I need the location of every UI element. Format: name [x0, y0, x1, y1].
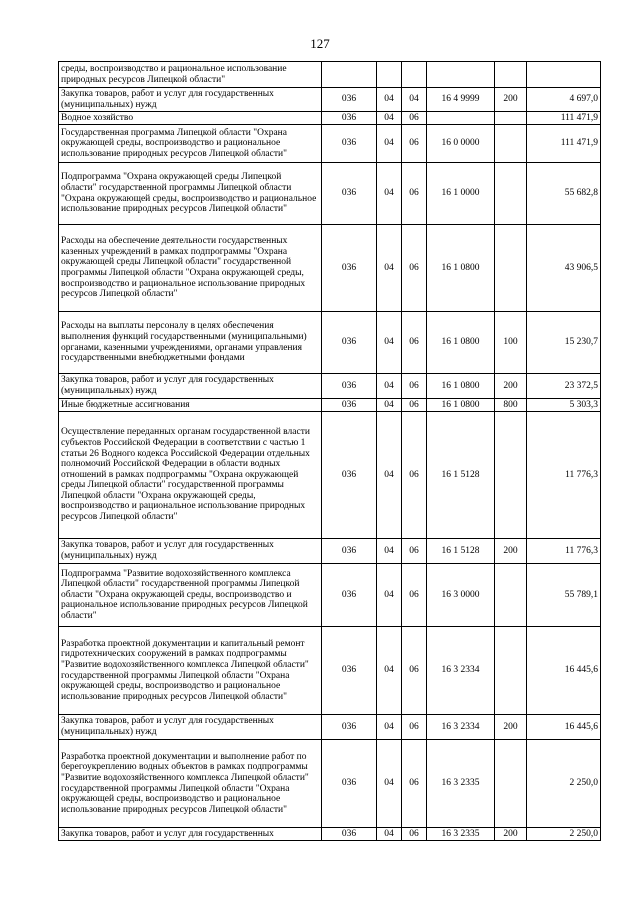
row-sum: 11 776,3 — [527, 539, 601, 564]
row-sum: 16 445,6 — [527, 715, 601, 740]
row-sum: 4 697,0 — [527, 88, 601, 112]
row-name: Подпрограмма "Охрана окружающей среды Липецкой области" государственной программы Липецкой области "Охрана окружающей среды, воспроизводство и рациональное использование природных ресурсов Липецкой области" — [59, 163, 322, 225]
row-target-article: 16 1 0000 — [427, 163, 495, 225]
row-grbs: 036 — [322, 828, 377, 841]
row-grbs: 036 — [322, 312, 377, 374]
row-razdel: 04 — [377, 828, 402, 841]
row-razdel: 04 — [377, 412, 402, 539]
row-grbs — [322, 62, 377, 88]
row-razdel: 04 — [377, 399, 402, 412]
row-razdel: 04 — [377, 715, 402, 740]
row-razdel: 04 — [377, 740, 402, 828]
row-sum: 111 471,9 — [527, 112, 601, 125]
row-grbs: 036 — [322, 539, 377, 564]
row-name: Закупка товаров, работ и услуг для государственных (муниципальных) нужд — [59, 715, 322, 740]
row-grbs: 036 — [322, 163, 377, 225]
row-target-article: 16 3 2335 — [427, 740, 495, 828]
row-sum: 16 445,6 — [527, 627, 601, 715]
row-podrazdel: 06 — [402, 312, 427, 374]
row-name: среды, воспроизводство и рациональное использование природных ресурсов Липецкой области" — [59, 62, 322, 88]
row-expense-type: 200 — [495, 374, 527, 399]
row-podrazdel: 06 — [402, 740, 427, 828]
row-grbs: 036 — [322, 374, 377, 399]
row-grbs: 036 — [322, 627, 377, 715]
row-podrazdel — [402, 62, 427, 88]
row-name: Разработка проектной документации и выполнение работ по берегоукреплению водных объектов в рамках подпрограммы "Развитие водохозяйственного комплекса Липецкой области" государственной программы Липецкой области "Охрана окружающей среды, воспроизводство и рациональное использование природных ресурсов Липецкой области" — [59, 740, 322, 828]
row-podrazdel: 06 — [402, 564, 427, 627]
row-name: Разработка проектной документации и капитальный ремонт гидротехнических сооружений в рамках подпрограммы "Развитие водохозяйственного комплекса Липецкой области" государственной программы Липецкой области "Охрана окружающей среды, воспроизводство и рациональное использование природных ресурсов Липецкой области" — [59, 627, 322, 715]
row-grbs: 036 — [322, 88, 377, 112]
row-expense-type — [495, 225, 527, 312]
row-target-article: 16 1 5128 — [427, 539, 495, 564]
row-razdel — [377, 62, 402, 88]
row-target-article: 16 3 2334 — [427, 715, 495, 740]
row-target-article: 16 3 2334 — [427, 627, 495, 715]
row-podrazdel: 06 — [402, 125, 427, 163]
row-razdel: 04 — [377, 627, 402, 715]
row-grbs: 036 — [322, 715, 377, 740]
row-podrazdel: 06 — [402, 412, 427, 539]
table-row — [59, 88, 601, 112]
row-podrazdel: 06 — [402, 163, 427, 225]
budget-table — [58, 61, 601, 841]
row-razdel: 04 — [377, 564, 402, 627]
table-row — [59, 399, 601, 412]
row-target-article: 16 3 0000 — [427, 564, 495, 627]
row-target-article — [427, 62, 495, 88]
row-sum — [527, 62, 601, 88]
row-expense-type: 100 — [495, 312, 527, 374]
row-expense-type: 200 — [495, 715, 527, 740]
row-name: Закупка товаров, работ и услуг для государственных (муниципальных) нужд — [59, 539, 322, 564]
row-razdel: 04 — [377, 374, 402, 399]
row-expense-type — [495, 564, 527, 627]
row-expense-type: 800 — [495, 399, 527, 412]
row-name: Закупка товаров, работ и услуг для государственных (муниципальных) нужд — [59, 88, 322, 112]
row-expense-type: 200 — [495, 88, 527, 112]
row-expense-type — [495, 112, 527, 125]
row-grbs: 036 — [322, 225, 377, 312]
table-row — [59, 412, 601, 539]
table-row — [59, 225, 601, 312]
page-number: 127 — [310, 36, 330, 51]
row-expense-type — [495, 125, 527, 163]
row-expense-type — [495, 627, 527, 715]
row-razdel: 04 — [377, 312, 402, 374]
table-row — [59, 374, 601, 399]
row-razdel: 04 — [377, 125, 402, 163]
row-expense-type — [495, 412, 527, 539]
row-podrazdel: 04 — [402, 88, 427, 112]
table-row — [59, 715, 601, 740]
row-razdel: 04 — [377, 112, 402, 125]
row-sum: 15 230,7 — [527, 312, 601, 374]
row-podrazdel: 06 — [402, 374, 427, 399]
row-sum: 23 372,5 — [527, 374, 601, 399]
row-grbs: 036 — [322, 564, 377, 627]
row-podrazdel: 06 — [402, 627, 427, 715]
row-name: Подпрограмма "Развитие водохозяйственного комплекса Липецкой области" государственной программы Липецкой области "Охрана окружающей среды, воспроизводство и рациональное использование природных ресурсов Липецкой области" — [59, 564, 322, 627]
table-row — [59, 539, 601, 564]
row-name: Государственная программа Липецкой области "Охрана окружающей среды, воспроизводство и рациональное использование природных ресурсов Липецкой области" — [59, 125, 322, 163]
table-row — [59, 564, 601, 627]
table-row — [59, 125, 601, 163]
table-row — [59, 828, 601, 841]
table-row — [59, 163, 601, 225]
row-sum: 55 789,1 — [527, 564, 601, 627]
row-sum: 5 303,3 — [527, 399, 601, 412]
row-name: Расходы на обеспечение деятельности государственных казенных учреждений в рамках подпрограммы "Охрана окружающей среды Липецкой области" государственной программы Липецкой области "Охрана окружающей среды, воспроизводство и рациональное использование природных ресурсов Липецкой области" — [59, 225, 322, 312]
row-grbs: 036 — [322, 740, 377, 828]
row-target-article: 16 3 2335 — [427, 828, 495, 841]
row-name: Иные бюджетные ассигнования — [59, 399, 322, 412]
row-podrazdel: 06 — [402, 539, 427, 564]
row-podrazdel: 06 — [402, 715, 427, 740]
row-expense-type: 200 — [495, 539, 527, 564]
row-razdel: 04 — [377, 88, 402, 112]
row-grbs: 036 — [322, 112, 377, 125]
row-grbs: 036 — [322, 412, 377, 539]
row-sum: 2 250,0 — [527, 740, 601, 828]
row-expense-type — [495, 62, 527, 88]
row-target-article: 16 1 0800 — [427, 312, 495, 374]
row-sum: 11 776,3 — [527, 412, 601, 539]
row-podrazdel: 06 — [402, 399, 427, 412]
row-name: Расходы на выплаты персоналу в целях обеспечения выполнения функций государственными (муниципальными) органами, казенными учреждениями, органами управления государственными внебюджетными фондами — [59, 312, 322, 374]
row-razdel: 04 — [377, 225, 402, 312]
table-row — [59, 62, 601, 88]
row-sum: 111 471,9 — [527, 125, 601, 163]
row-razdel: 04 — [377, 539, 402, 564]
table-row — [59, 740, 601, 828]
row-grbs: 036 — [322, 125, 377, 163]
row-sum: 55 682,8 — [527, 163, 601, 225]
row-sum: 43 906,5 — [527, 225, 601, 312]
row-target-article: 16 0 0000 — [427, 125, 495, 163]
row-podrazdel: 06 — [402, 828, 427, 841]
row-podrazdel: 06 — [402, 112, 427, 125]
row-sum: 2 250,0 — [527, 828, 601, 841]
row-podrazdel: 06 — [402, 225, 427, 312]
row-target-article: 16 4 9999 — [427, 88, 495, 112]
row-target-article: 16 1 0800 — [427, 225, 495, 312]
row-razdel: 04 — [377, 163, 402, 225]
table-row — [59, 312, 601, 374]
table-row — [59, 627, 601, 715]
row-expense-type — [495, 740, 527, 828]
row-name: Осуществление переданных органам государственной власти субъектов Российской Федерации в соответствии с частью 1 статьи 26 Водного кодекса Российской Федерации отдельных полномочий Российской Федерации в области водных отношений в рамках подпрограммы "Охрана окружающей среды Липецкой области" государственной программы Липецкой области "Охрана окружающей среды, воспроизводство и рациональное использование природных ресурсов Липецкой области" — [59, 412, 322, 539]
row-name: Закупка товаров, работ и услуг для государственных (муниципальных) нужд — [59, 374, 322, 399]
row-name: Закупка товаров, работ и услуг для государственных — [59, 828, 322, 841]
row-target-article: 16 1 0800 — [427, 374, 495, 399]
table-row — [59, 112, 601, 125]
row-target-article — [427, 112, 495, 125]
row-expense-type: 200 — [495, 828, 527, 841]
row-grbs: 036 — [322, 399, 377, 412]
row-target-article: 16 1 5128 — [427, 412, 495, 539]
row-expense-type — [495, 163, 527, 225]
row-target-article: 16 1 0800 — [427, 399, 495, 412]
row-name: Водное хозяйство — [59, 112, 322, 125]
